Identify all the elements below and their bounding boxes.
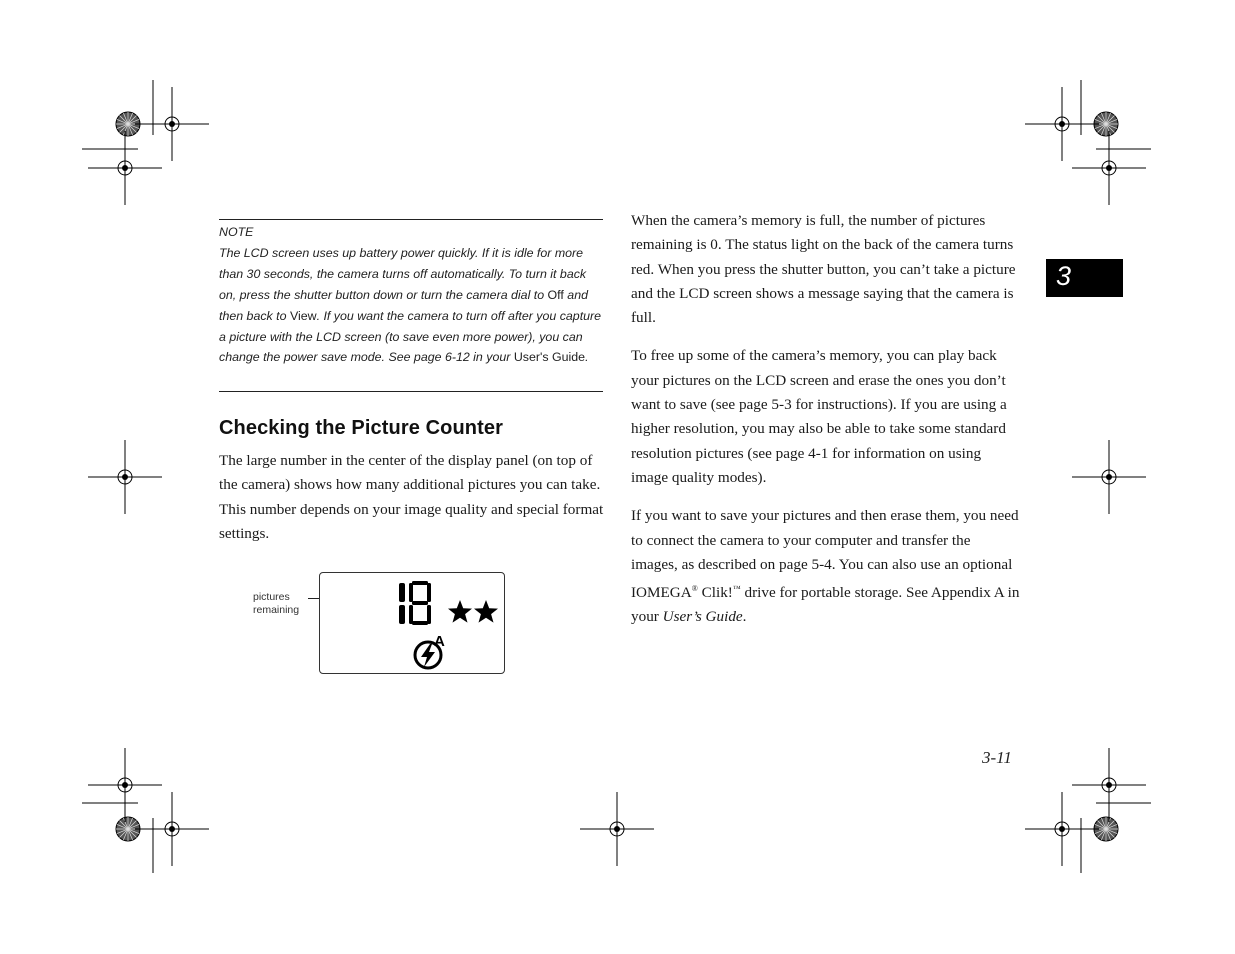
right-column bbox=[631, 209, 1021, 644]
note-bottom-rule bbox=[219, 391, 603, 392]
transfer-text-1: If you want to save your pictures and then erase them, you need to connect the camera to your computer and transfer the images, as described on page 5-4. You can also use an optional IOMEGA bbox=[631, 507, 1019, 602]
note-text bbox=[219, 243, 605, 368]
clik-name: Clik! bbox=[697, 584, 733, 602]
dial-view-label: View bbox=[289, 308, 317, 323]
flash-mode-letter: A bbox=[434, 633, 445, 650]
registered-mark: ® bbox=[691, 584, 698, 594]
free-memory-paragraph: To free up some of the camera’s memory, you can play back your pictures on the LCD screen and erase the ones you don’t want to save (see page 5-3 for instructions). If you are using a higher resolution, you may also be able to take some standard resolution pictures (see page 4-1 for information on using image quality modes). bbox=[631, 347, 1007, 486]
picture-count: 18 bbox=[415, 619, 416, 620]
page-number: 3-11 bbox=[982, 748, 1012, 767]
trademark-mark: ™ bbox=[732, 584, 741, 594]
section-paragraph: The large number in the center of the display panel (on top of the camera) shows how many additional pictures you can take. This number depends on your image quality and special format settings. bbox=[219, 452, 604, 542]
note-text-2: and then back to bbox=[219, 287, 588, 323]
note-box bbox=[219, 222, 605, 368]
lcd-label-line2: remaining bbox=[253, 604, 300, 616]
transfer-text-2: drive for portable storage. See Appendix A in your bbox=[631, 584, 1020, 626]
transfer-paragraph bbox=[631, 504, 1021, 629]
memory-full-paragraph: When the camera’s memory is full, the number of pictures remaining is 0. The status light on the back of the camera turns red. When you press the shutter button, you can’t take a picture and the LCD screen shows a message saying that the camera is full. bbox=[631, 212, 1016, 327]
lcd-panel bbox=[319, 572, 505, 674]
note-top-rule bbox=[219, 219, 603, 220]
users-guide-ref-right: User’s Guide bbox=[662, 608, 743, 626]
note-text-4: . bbox=[585, 350, 589, 365]
chapter-tab bbox=[1046, 259, 1123, 297]
lcd-display bbox=[320, 573, 504, 673]
dial-off-label: Off bbox=[547, 287, 564, 302]
flash-auto-icon bbox=[415, 633, 445, 668]
section-heading: Checking the Picture Counter bbox=[219, 417, 503, 439]
transfer-text-end: . bbox=[742, 608, 747, 626]
chapter-number: 3 bbox=[1056, 261, 1072, 291]
lcd-callout-label bbox=[253, 591, 299, 617]
note-text-1: The LCD screen uses up battery power quickly. If it is idle for more than 30 seconds, the camera turns off automatically. To turn it back on, press the shutter button down or turn the camera dial to bbox=[219, 245, 587, 302]
star-icon bbox=[474, 600, 498, 623]
users-guide-ref: User's Guide bbox=[513, 350, 586, 365]
note-title: NOTE bbox=[219, 225, 254, 239]
lcd-label-line1: pictures bbox=[253, 591, 290, 603]
star-icon bbox=[448, 600, 472, 623]
note-text-3: . If you want the camera to turn off after you capture a picture with the LCD screen (to save even more power), you can change the power save mode. See page 6-12 in your bbox=[219, 308, 602, 365]
